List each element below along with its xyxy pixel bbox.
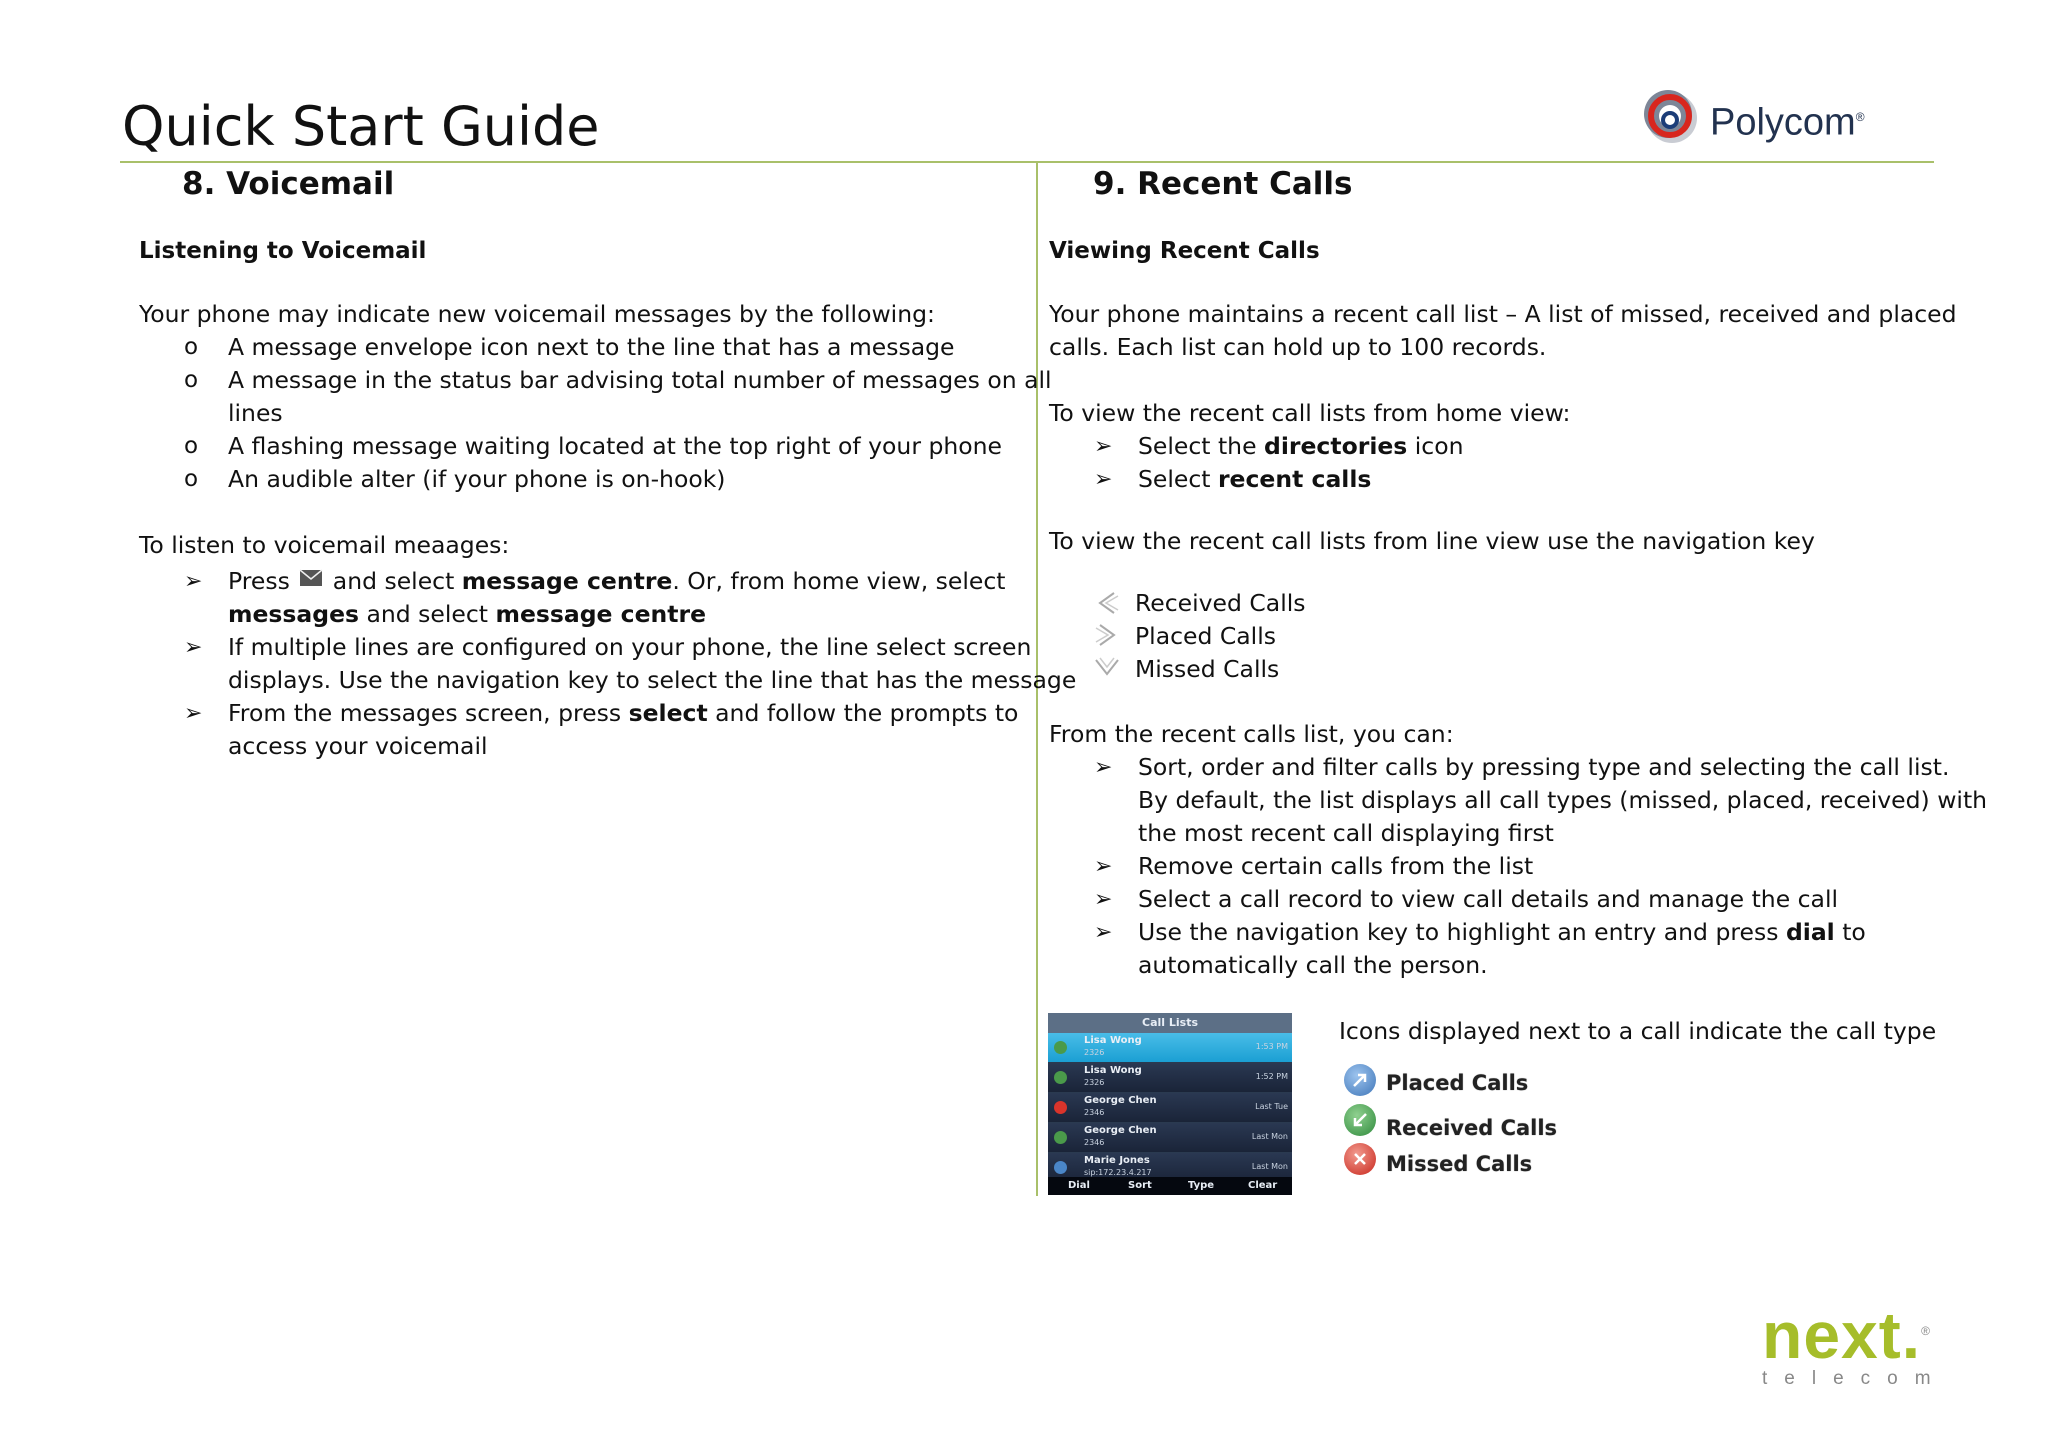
nav-key-label: Placed Calls <box>1135 622 1276 650</box>
softkey-clear: Clear <box>1248 1180 1278 1191</box>
list-step: Use the navigation key to highlight an entry and press dial to <box>1138 918 1866 946</box>
call-name: George Chen <box>1084 1125 1157 1136</box>
page-title: Quick Start Guide <box>122 95 600 158</box>
missed-calls-label: Missed Calls <box>1386 1152 1533 1176</box>
call-time: Last Mon <box>1251 1162 1288 1171</box>
softkey-dial: Dial <box>1068 1180 1090 1191</box>
placed-calls-label: Placed Calls <box>1386 1071 1529 1095</box>
voicemail-subheading: Listening to Voicemail <box>139 238 427 264</box>
placed-call-icon <box>1054 1161 1067 1174</box>
call-name: George Chen <box>1084 1095 1157 1106</box>
telecom-wordmark: telecom <box>1762 1368 1948 1389</box>
received-call-icon <box>1054 1041 1067 1054</box>
call-time: 1:53 PM <box>1255 1042 1288 1051</box>
placed-call-type-icon <box>1344 1064 1376 1096</box>
nav-key-label: Received Calls <box>1135 589 1306 617</box>
arrow-bullet-icon: ➢ <box>1094 887 1113 912</box>
call-time: Last Mon <box>1251 1132 1288 1141</box>
call-number: 2346 <box>1084 1138 1105 1147</box>
voicemail-step-continued: messages and select message centre <box>228 600 707 628</box>
call-name: Lisa Wong <box>1084 1065 1142 1076</box>
home-view-intro: To view the recent call lists from home view: <box>1049 399 1571 427</box>
received-call-icon <box>1054 1071 1067 1084</box>
list-step-continued: By default, the list displays all call types (missed, placed, received) with <box>1138 786 1988 814</box>
missed-call-type-icon <box>1344 1143 1376 1175</box>
call-number: 2346 <box>1084 1108 1105 1117</box>
arrow-bullet-icon: ➢ <box>1094 920 1113 945</box>
bullet-circle: o <box>184 466 199 492</box>
indicator-item: A message in the status bar advising total number of messages on all <box>228 366 1052 394</box>
list-step: Remove certain calls from the list <box>1138 852 1534 880</box>
voicemail-section-title: 8. Voicemail <box>182 166 395 202</box>
line-view-intro: To view the recent call lists from line view use the navigation key <box>1049 527 1815 555</box>
recent-calls-subheading: Viewing Recent Calls <box>1049 238 1320 264</box>
list-step-continued: automatically call the person. <box>1138 951 1488 979</box>
screen-header: Call Lists <box>1048 1013 1292 1033</box>
nav-key-label: Missed Calls <box>1135 655 1280 683</box>
arrow-bullet-icon: ➢ <box>184 569 203 594</box>
bullet-circle: o <box>184 334 199 360</box>
arrow-bullet-icon: ➢ <box>1094 467 1113 492</box>
recent-calls-intro: Your phone maintains a recent call list – A list of missed, received and placed <box>1049 300 1957 328</box>
icons-caption: Icons displayed next to a call indicate the call type <box>1339 1017 1937 1045</box>
polycom-wordmark: Polycom® <box>1710 101 1865 144</box>
received-calls-label: Received Calls <box>1386 1116 1558 1140</box>
call-name: Marie Jones <box>1084 1155 1150 1166</box>
voicemail-step: Press and select message centre. Or, from home view, select <box>228 567 1006 595</box>
nav-left-icon <box>1094 590 1120 620</box>
softkey-sort: Sort <box>1128 1180 1152 1191</box>
call-number: 2326 <box>1084 1078 1105 1087</box>
nav-down-icon <box>1094 656 1120 682</box>
arrow-bullet-icon: ➢ <box>1094 434 1113 459</box>
arrow-bullet-icon: ➢ <box>184 635 203 660</box>
received-call-icon <box>1054 1131 1067 1144</box>
call-number: sip:172.23.4.217 <box>1084 1168 1152 1177</box>
home-view-step: Select recent calls <box>1138 465 1372 493</box>
voicemail-step-continued: displays. Use the navigation key to select the line that has the message <box>228 666 1077 694</box>
listen-intro: To listen to voicemail meaages: <box>139 531 510 559</box>
voicemail-step-continued: access your voicemail <box>228 732 488 760</box>
voicemail-step: If multiple lines are configured on your phone, the line select screen <box>228 633 1032 661</box>
call-list-row <box>1048 1123 1292 1153</box>
arrow-bullet-icon: ➢ <box>1094 854 1113 879</box>
header-divider <box>120 161 1934 163</box>
received-call-type-icon <box>1344 1104 1376 1136</box>
voicemail-intro: Your phone may indicate new voicemail messages by the following: <box>139 300 935 328</box>
envelope-icon <box>299 569 323 587</box>
list-step-continued: the most recent call displaying first <box>1138 819 1554 847</box>
call-list-row <box>1048 1063 1292 1093</box>
indicator-item: An audible alter (if your phone is on-hook) <box>228 465 726 493</box>
next-telecom-logo <box>1762 1300 1948 1390</box>
call-list-row <box>1048 1033 1292 1063</box>
arrow-bullet-icon: ➢ <box>1094 755 1113 780</box>
bullet-circle: o <box>184 367 199 393</box>
list-step: Sort, order and filter calls by pressing type and selecting the call list. <box>1138 753 1950 781</box>
list-intro: From the recent calls list, you can: <box>1049 720 1454 748</box>
bullet-circle: o <box>184 433 199 459</box>
call-time: Last Tue <box>1255 1102 1288 1111</box>
nav-right-icon <box>1094 622 1120 652</box>
call-name: Lisa Wong <box>1084 1035 1142 1046</box>
call-lists-screenshot <box>1048 1013 1292 1195</box>
call-number: 2326 <box>1084 1048 1105 1057</box>
next-wordmark: next.® <box>1762 1298 1931 1372</box>
home-view-step: Select the directories icon <box>1138 432 1464 460</box>
softkey-bar <box>1048 1177 1292 1195</box>
indicator-item: A flashing message waiting located at the top right of your phone <box>228 432 1002 460</box>
call-time: 1:52 PM <box>1255 1072 1288 1081</box>
indicator-item: A message envelope icon next to the line that has a message <box>228 333 955 361</box>
arrow-bullet-icon: ➢ <box>184 701 203 726</box>
voicemail-step: From the messages screen, press select and follow the prompts to <box>228 699 1019 727</box>
recent-calls-section-title: 9. Recent Calls <box>1093 166 1353 202</box>
list-step: Select a call record to view call details and manage the call <box>1138 885 1839 913</box>
softkey-type: Type <box>1188 1180 1215 1191</box>
call-list-row <box>1048 1093 1292 1123</box>
indicator-item-continued: lines <box>228 399 283 427</box>
missed-call-icon <box>1054 1101 1067 1114</box>
recent-calls-intro-continued: calls. Each list can hold up to 100 records. <box>1049 333 1547 361</box>
